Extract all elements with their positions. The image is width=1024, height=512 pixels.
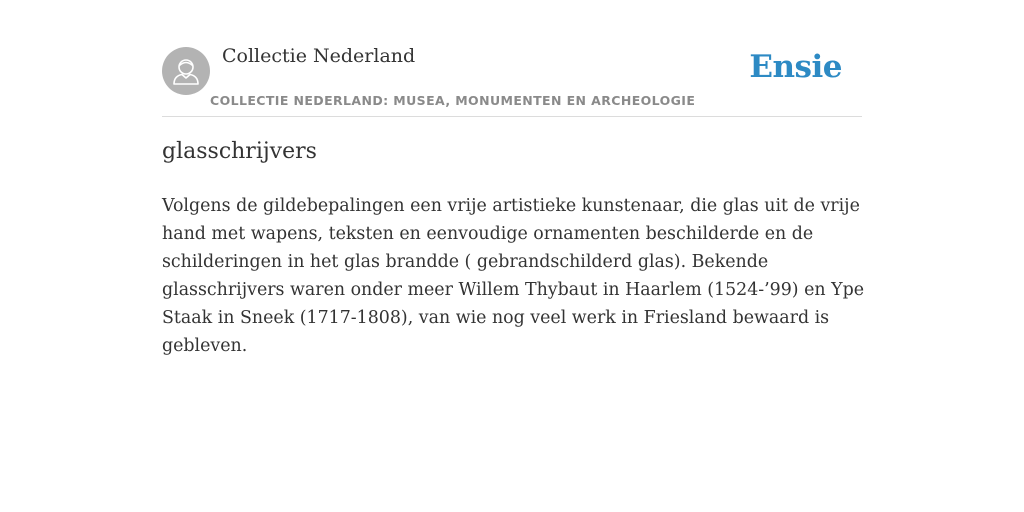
content-container <box>162 0 865 356</box>
source-subtitle[interactable]: COLLECTIE NEDERLAND: MUSEA, MONUMENTEN EN ARCHEOLOGIE <box>210 93 696 108</box>
header <box>162 0 862 117</box>
brand-logo[interactable]: Ensie <box>749 49 842 85</box>
article-body: Volgens de gildebepalingen een vrije artistieke kunstenaar, die glas uit de vrije hand met wapens, teksten en eenvoudige ornamenten beschilderde en de schilderingen in het glas brandde ( gebrandschilderd glas). Bekende glasschrijvers waren onder meer Willem Thybaut in Haarlem (1524-’99) en Ype Staak in Sneek (1717-1808), van wie nog veel werk in Friesland bewaard is gebleven. <box>162 196 865 356</box>
article-title: glasschrijvers <box>162 139 317 164</box>
avatar-silhouette <box>162 47 210 95</box>
author-name[interactable]: Collectie Nederland <box>222 45 416 67</box>
user-avatar-icon[interactable] <box>162 47 210 95</box>
